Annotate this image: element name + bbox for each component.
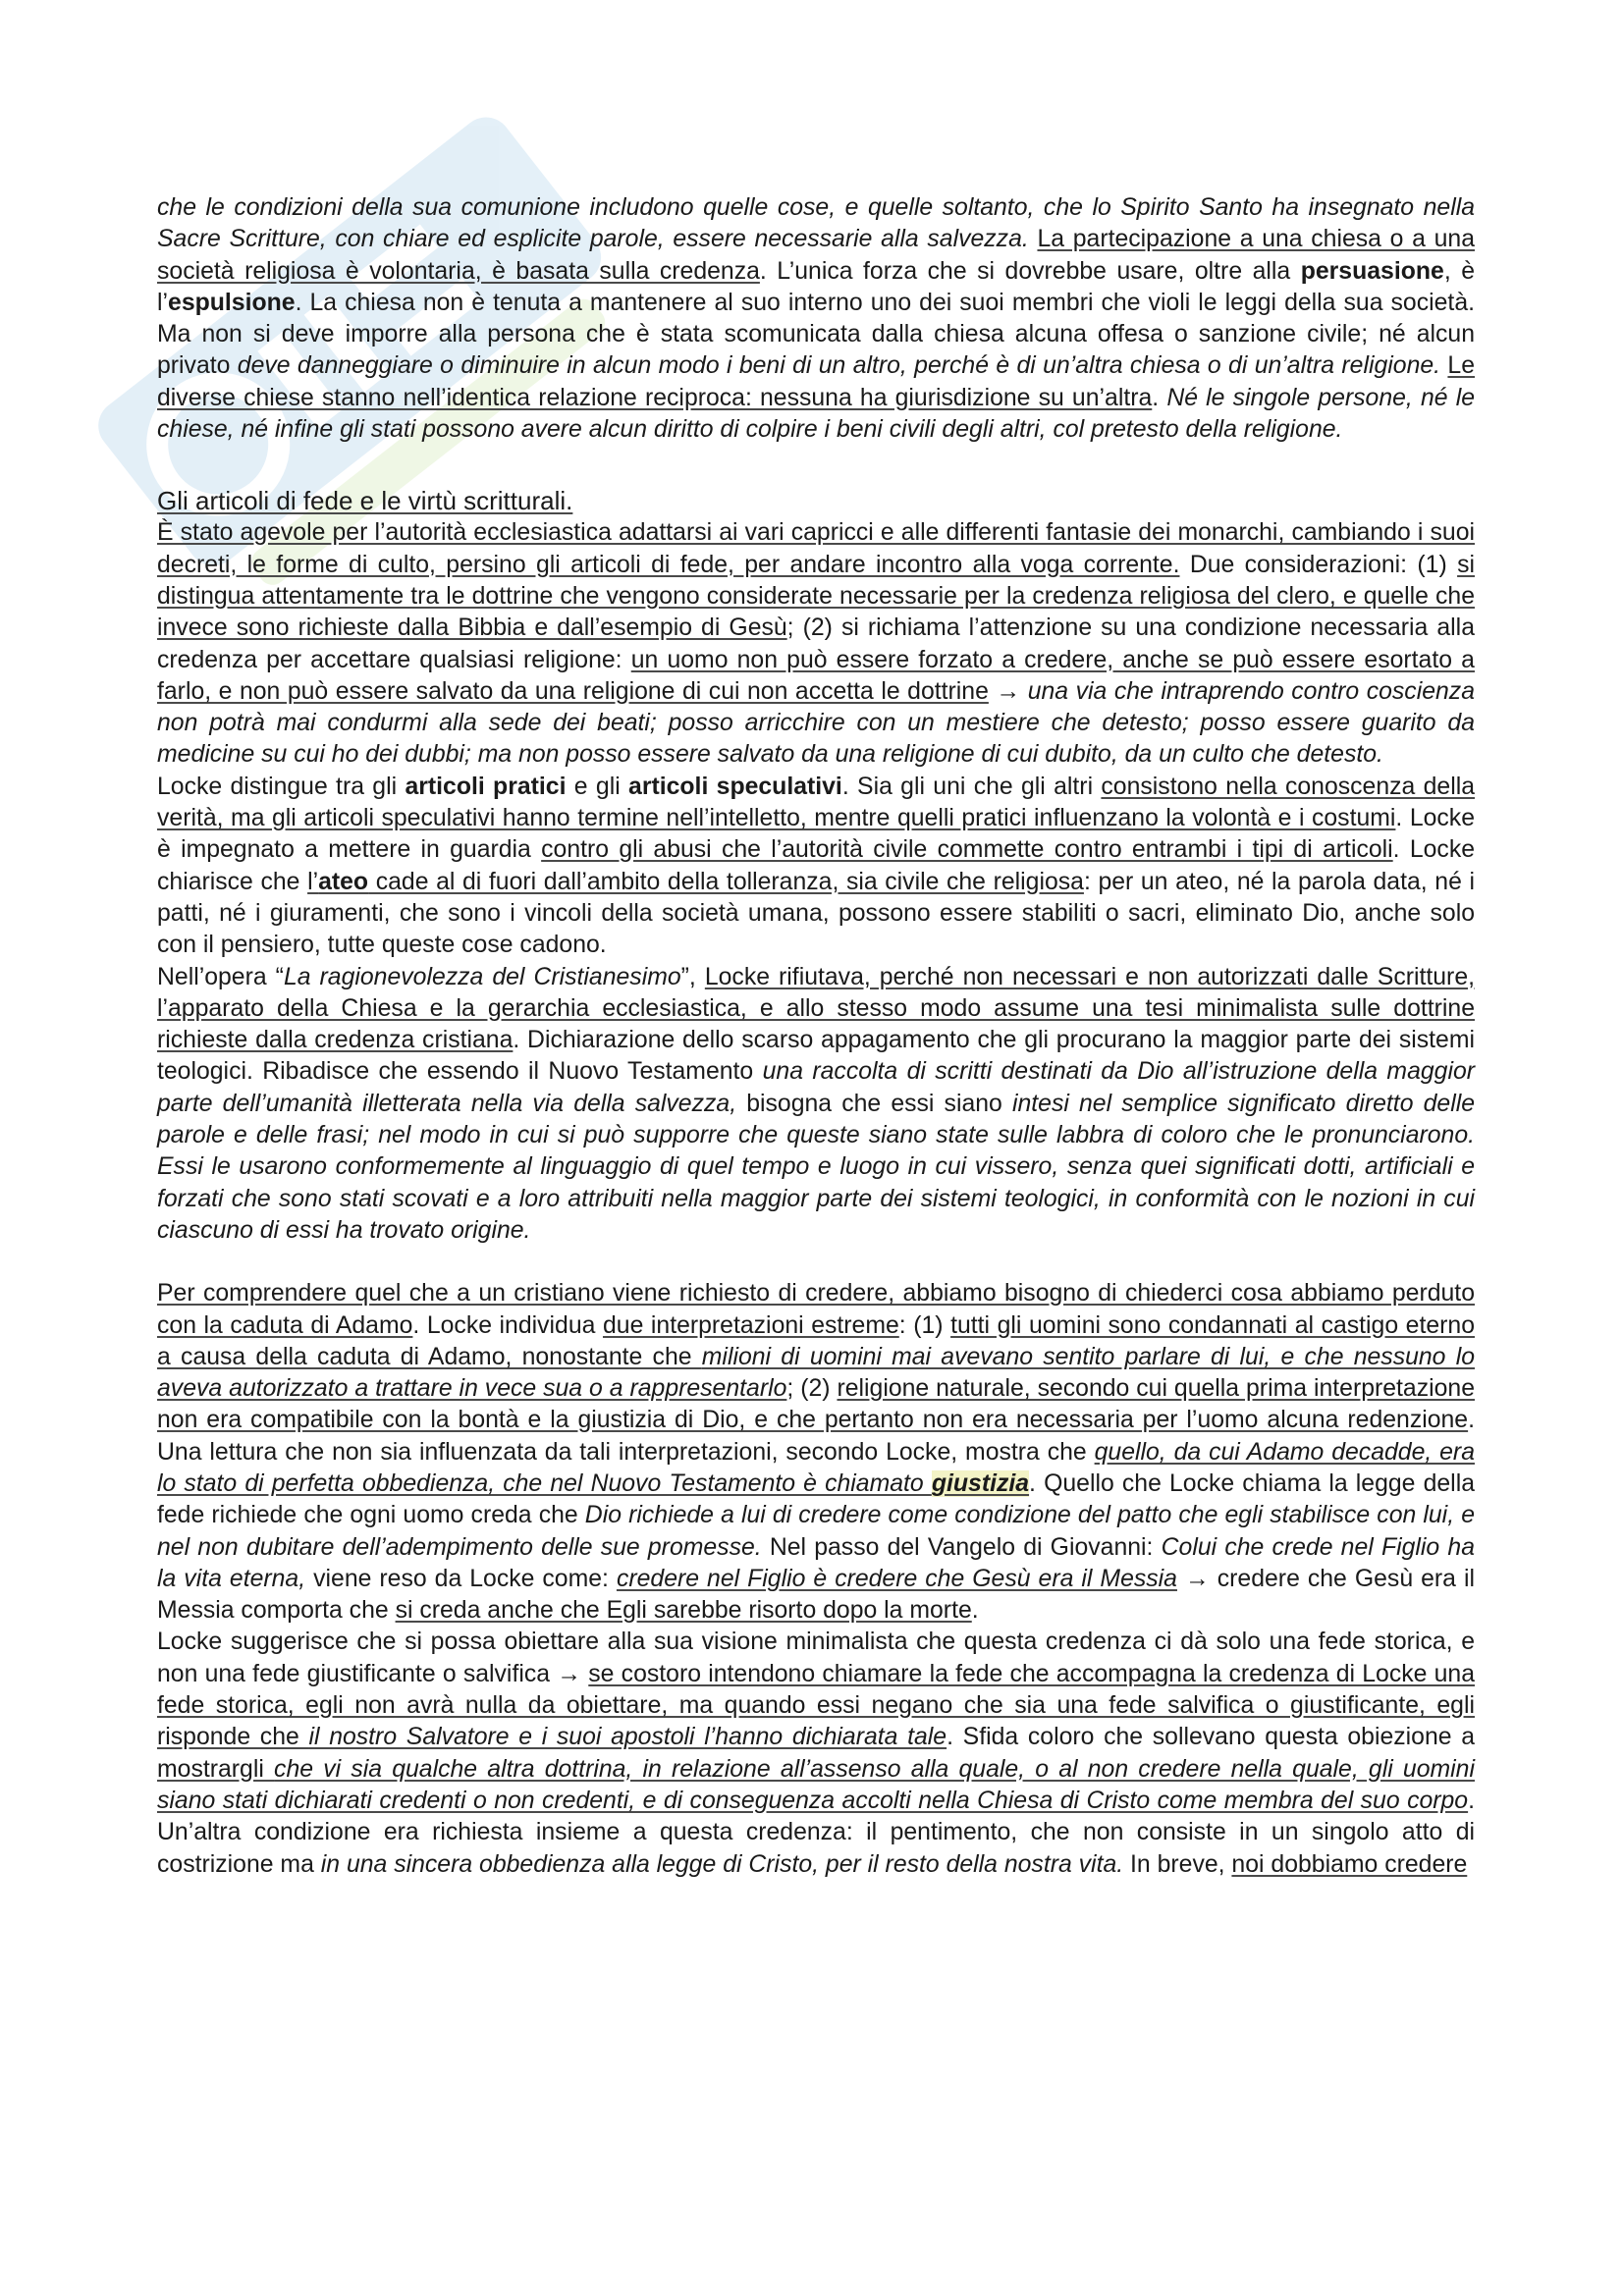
text-run: La ragionevolezza del Cristianesimo	[283, 963, 681, 990]
text-run: ateo	[318, 868, 369, 895]
text-run: contro gli abusi che l’autorità civile commette contro entrambi i tipi di articoli	[541, 836, 1393, 864]
text-run: .	[971, 1597, 979, 1625]
text-run: una via che intraprendo contro coscienza non potrà mai condurmi alla sede dei beati; posso arricchire con un mestiere che detesto; posso essere guarito da medicine su cui ho dei dubbi; ma non posso essere salvato da una religione di cui dubito, da un culto che detesto.	[157, 677, 1475, 769]
paragraph	[157, 1278, 1475, 1627]
text-run: Gli articoli di fede e le virtù scritturali.	[157, 486, 573, 516]
text-run: tutti gli uomini sono condannati al castigo eterno a causa della caduta di Adamo, nonostante che	[157, 1311, 1475, 1370]
text-run: espulsione	[168, 289, 296, 316]
text-run: →	[988, 677, 1028, 705]
paragraph	[157, 517, 1475, 771]
text-run: consistono nella conoscenza della verità, ma gli articoli speculativi hanno termine nell’intelletto, mentre quelli pratici influenzano la volontà e i costumi	[157, 773, 1476, 832]
text-run: si creda anche che Egli sarebbe risorto dopo la morte	[395, 1597, 972, 1625]
text-run: due interpretazioni estreme	[602, 1311, 899, 1339]
text-run: una raccolta di scritti destinati da Dio all’istruzione della maggior parte dell’umanità illetterata nella via della salvezza,	[157, 1058, 1476, 1117]
text-run: Dio richiede a lui di credere come condizione del patto che egli stabilisce con lui, e nel non dubitare dell’adempimento delle sue promesse.	[157, 1502, 1475, 1561]
text-run: deve danneggiare o diminuire in alcun modo i beni di un altro, perché è di un’altra chiesa o di un’altra religione.	[237, 352, 1441, 380]
paragraph	[157, 1627, 1475, 1880]
text-run: giustizia	[931, 1469, 1030, 1497]
text-run: . La chiesa non è tenuta a mantenere al suo interno uno dei suoi membri che violi le leggi della sua società. Ma non si deve imporre alla persona che è stata scomunicata dalla chiesa alcuna offesa o sanzione civile; né alcun privato	[157, 289, 1475, 380]
text-run: È stato agevole per l’autorità ecclesiastica adattarsi ai vari capricci e alle differenti fantasie dei monarchi, cambiando i suoi decreti, le forme di culto, persino gli articoli di fede, per andare incontro alla voga corrente.	[157, 519, 1475, 578]
text-run: → credere che Gesù era il Messia comporta che	[157, 1565, 1475, 1625]
text-run: Nel passo del Vangelo di Giovanni:	[761, 1533, 1162, 1561]
text-run: .	[1152, 384, 1167, 411]
text-run: ; (2) si richiama l’attenzione su una condizione necessaria alla credenza per accettare qualsiasi religione:	[157, 614, 1475, 673]
text-run: . Locke chiarisce che	[157, 836, 1476, 895]
text-run: Né le singole persone, né le chiese, né infine gli stati possono avere alcun diritto di colpire i beni civili degli altri, col pretesto della religione.	[157, 384, 1475, 444]
text-run: Locke rifiutava, perché non necessari e non autorizzati dalle Scritture, l’apparato della Chiesa e la gerarchia ecclesiastica, e allo stesso modo assume una tesi minimalista sulle dottrine richieste dalla credenza cristiana	[157, 963, 1475, 1054]
text-run: , è l’	[157, 257, 1475, 316]
text-run: intesi nel semplice significato diretto delle parole e delle frasi; nel modo in cui si può supporre che queste siano state sulle labbra di coloro che le pronunciarono. Essi le usarono conformemente al linguaggio di quel tempo e luogo in cui vissero, senza quei significati dotti, artificiali e forzati che sono stati scovati e a loro attribuiti nella maggior parte dei sistemi teologici, in conformità con le nozioni in cui ciascuno di essi ha trovato origine.	[157, 1090, 1476, 1244]
text-run: che le condizioni della sua comunione includono quelle cose, e quelle soltanto, che lo Spirito Santo ha insegnato nella Sacre Scritture, con chiare ed esplicite parole, essere necessarie alla salvezza.	[157, 194, 1475, 253]
text-run: mostrargli	[157, 1755, 275, 1783]
text-run: che vi sia qualche altra dottrina, in relazione all’assenso alla quale, o al non credere nella quale, gli uomini siano stati dichiarati credenti o non credenti, e di conseguenza accolti nella Chiesa di Cristo come membra del suo corpo	[157, 1755, 1475, 1814]
text-run: . Sia gli uni che gli altri	[841, 773, 1102, 800]
text-run: Le diverse chiese stanno nell’identica relazione reciproca: nessuna ha giurisdizione su un’altra	[157, 352, 1476, 411]
text-run: noi dobbiamo credere	[1231, 1850, 1468, 1878]
text-run: se costoro intendono chiamare la fede che accompagna la credenza di Locke una fede storica, egli non avrà nulla da obiettare, ma quando essi negano che sia una fede salvifica o giustificante, egli risponde che	[157, 1660, 1475, 1751]
text-run: Colui che crede nel Figlio ha la vita eterna,	[157, 1533, 1475, 1592]
text-run: . L’unica forza che si dovrebbe usare, oltre alla	[759, 257, 1301, 285]
text-run: cade al di fuori dall’ambito della tolleranza, sia civile che religiosa	[368, 868, 1084, 895]
text-run: e gli	[566, 773, 629, 800]
text-run: . Sfida coloro che sollevano questa obiezione a	[947, 1724, 1475, 1751]
paragraph	[157, 772, 1475, 962]
text-run: Nell’opera “	[157, 963, 284, 990]
text-run: religione naturale, secondo cui quella prima interpretazione non era compatibile con la bontà e la giustizia di Dio, e che pertanto non era necessaria per l’uomo alcuna redenzione	[157, 1375, 1475, 1434]
text-run: : (1)	[898, 1311, 951, 1339]
text-run: persuasione	[1300, 257, 1444, 285]
text-run: ”,	[680, 963, 705, 990]
text-run: un uomo non può essere forzato a credere, anche se può essere esortato a farlo, e non può essere salvato da una religione di cui non accetta le dottrine	[157, 646, 1475, 705]
text-run: Due considerazioni: (1)	[1179, 551, 1458, 578]
paragraph	[157, 962, 1475, 1248]
text-run: viene reso da Locke come:	[305, 1565, 617, 1592]
text-run: . Locke individua	[412, 1311, 603, 1339]
text-run: . Locke è impegnato a mettere in guardia	[157, 805, 1475, 864]
text-run: quello, da cui Adamo decadde, era lo stato di perfetta obbedienza, che nel Nuovo Testamento è chiamato	[157, 1438, 1475, 1497]
text-run: Per comprendere quel che a un cristiano viene richiesto di credere, abbiamo bisogno di chiederci cosa abbiamo perduto con la caduta di Adamo	[157, 1280, 1475, 1339]
text-run: il nostro Salvatore e i suoi apostoli l’hanno dichiarata tale	[308, 1724, 947, 1751]
text-run: ; (2)	[786, 1375, 838, 1403]
text-run: La partecipazione a una chiesa o a una società religiosa è volontaria, è basata sulla credenza	[157, 226, 1475, 285]
text-run: Locke suggerisce che si possa obiettare alla sua visione minimalista che questa credenza ci dà solo una fede storica, e non una fede giustificante o salvifica →	[157, 1629, 1475, 1687]
text-run: Locke distingue tra gli	[157, 773, 406, 800]
text-run: articoli pratici	[405, 773, 567, 800]
text-run: . Un’altra condizione era richiesta insieme a questa credenza: il pentimento, che non consiste in un singolo atto di costrizione ma	[157, 1787, 1475, 1878]
paragraph	[157, 192, 1475, 446]
text-run: si distingua attentamente tra le dottrine che vengono considerate necessarie per la credenza religiosa del clero, e quelle che invece sono richieste dalla Bibbia e dall’esempio di Gesù	[157, 551, 1475, 642]
text-run: . Quello che Locke chiama la legge della fede richiede che ogni uomo creda che	[157, 1469, 1475, 1529]
text-run: In breve,	[1123, 1850, 1232, 1878]
text-run: credere nel Figlio è credere che Gesù era il Messia	[616, 1565, 1177, 1592]
text-run: bisogna che essi siano	[736, 1090, 1012, 1117]
text-run: . Dichiarazione dello scarso appagamento che gli procurano la maggior parte dei sistemi teologici. Ribadisce che essendo il Nuovo Testamento	[157, 1027, 1475, 1086]
text-run: milioni di uomini mai avevano sentito parlare di lui, e che nessuno lo aveva autorizzato a trattare in vece sua o a rappresentarlo	[157, 1343, 1476, 1403]
text-run: : per un ateo, né la parola data, né i patti, né i giuramenti, che sono i vincoli della società umana, possono essere stabiliti o sacri, eliminato Dio, anche solo con il pensiero, tutte queste cose cadono.	[157, 868, 1475, 959]
section-heading	[157, 485, 1475, 517]
text-run: in una sincera obbedienza alla legge di Cristo, per il resto della nostra vita.	[320, 1850, 1124, 1878]
document-body	[157, 192, 1475, 1881]
text-run: . Una lettura che non sia influenzata da tali interpretazioni, secondo Locke, mostra che	[157, 1407, 1475, 1466]
text-run: l’	[307, 868, 319, 895]
text-run: articoli speculativi	[628, 773, 842, 800]
